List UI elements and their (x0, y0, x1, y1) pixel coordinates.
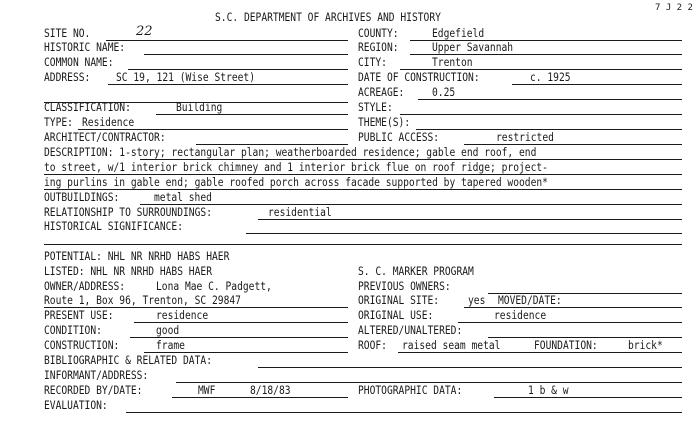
classification-value: Building (176, 101, 223, 114)
recorded-date-value: 8/18/83 (250, 384, 291, 397)
marker-program-label: S. C. MARKER PROGRAM (358, 265, 474, 278)
outbuildings-line (140, 204, 682, 205)
public-access-label: PUBLIC ACCESS: (358, 131, 440, 144)
evaluation-line (126, 412, 682, 413)
county-value: Edgefield (432, 27, 485, 40)
significance-line-1 (246, 233, 682, 234)
county-label: COUNTY: (358, 27, 399, 40)
photographic-line (494, 397, 682, 398)
original-use-value: residence (494, 309, 547, 322)
evaluation-label: EVALUATION: (44, 399, 108, 412)
type-line (78, 129, 348, 130)
type-label: TYPE: (44, 116, 73, 129)
classification-label: CLASSIFICATION: (44, 101, 131, 114)
common-name-label: COMMON NAME: (44, 56, 114, 69)
site-no-value: 22 (136, 24, 153, 39)
condition-label: CONDITION: (44, 324, 102, 337)
themes-line (416, 129, 682, 130)
photographic-value: 1 b & w (528, 384, 569, 397)
site-no-label: SITE NO. (44, 27, 91, 40)
corner-mark: 7 J 2 2 (655, 3, 693, 13)
foundation-value: brick* (628, 339, 663, 352)
relationship-label: RELATIONSHIP TO SURROUNDINGS: (44, 206, 212, 219)
acreage-line (418, 99, 682, 100)
significance-line-2 (44, 244, 682, 245)
description-line-1: DESCRIPTION: 1-story; rectangular plan; weatherboarded residence; gable end roof, end (44, 146, 537, 159)
address-line (108, 84, 348, 85)
owner-value-1: Lona Mae C. Padgett, (156, 280, 272, 293)
recorded-by-label: RECORDED BY/DATE: (44, 384, 143, 397)
owner-label: OWNER/ADDRESS: (44, 280, 126, 293)
architect-line (196, 144, 348, 145)
photographic-label: PHOTOGRAPHIC DATA: (358, 384, 463, 397)
description-line-2: to street, w/1 interior brick chimney and 1 interior brick flue on roof ridge; project- (44, 161, 548, 174)
address-value: SC 19, 121 (Wise Street) (116, 71, 256, 84)
description-rule-1 (140, 159, 682, 160)
recorded-by-value: MWF (198, 384, 216, 397)
address-label: ADDRESS: (44, 71, 91, 84)
relationship-value: residential (268, 206, 332, 219)
date-construction-line (512, 84, 682, 85)
owner-line (44, 307, 348, 308)
public-access-line (464, 144, 682, 145)
roof-line (398, 352, 682, 353)
bibliographic-label: BIBLIOGRAPHIC & RELATED DATA: (44, 354, 212, 367)
region-label: REGION: (358, 41, 399, 54)
acreage-label: ACREAGE: (358, 86, 405, 99)
potential-row: POTENTIAL: NHL NR NRHD HABS HAER (44, 250, 230, 263)
listed-row: LISTED: NHL NR NRHD HABS HAER (44, 265, 212, 278)
classification-line (156, 114, 348, 115)
city-line (400, 69, 682, 70)
form-title: S.C. DEPARTMENT OF ARCHIVES AND HISTORY (215, 11, 441, 24)
significance-label: HISTORICAL SIGNIFICANCE: (44, 220, 184, 233)
informant-line (176, 382, 682, 383)
common-name-line (128, 69, 348, 70)
present-use-line (134, 322, 348, 323)
roof-value: raised seam metal (402, 339, 501, 352)
style-label: STYLE: (358, 101, 393, 114)
altered-line (488, 337, 682, 338)
original-site-line (464, 307, 682, 308)
altered-label: ALTERED/UNALTERED: (358, 324, 463, 337)
outbuildings-value: metal shed (154, 191, 212, 204)
region-value: Upper Savannah (432, 41, 514, 54)
style-line (400, 114, 682, 115)
date-construction-label: DATE OF CONSTRUCTION: (358, 71, 480, 84)
informant-label: INFORMANT/ADDRESS: (44, 369, 149, 382)
present-use-label: PRESENT USE: (44, 309, 114, 322)
historic-name-line (144, 54, 348, 55)
original-use-label: ORIGINAL USE: (358, 309, 434, 322)
original-site-label: ORIGINAL SITE: (358, 294, 440, 307)
foundation-label: FOUNDATION: (534, 339, 598, 352)
public-access-value: restricted (496, 131, 554, 144)
city-label: CITY: (358, 56, 387, 69)
original-site-value: yes (468, 294, 486, 307)
previous-owners-label: PREVIOUS OWNERS: (358, 280, 451, 293)
acreage-value: 0.25 (432, 86, 456, 99)
recorded-by-line (172, 397, 348, 398)
original-use-line (458, 322, 682, 323)
description-rule-2 (44, 174, 682, 175)
bibliographic-line (258, 367, 682, 368)
classification-top-rule (44, 102, 348, 103)
construction-line (144, 352, 348, 353)
moved-date-label: MOVED/DATE: (498, 294, 562, 307)
present-use-value: residence (156, 309, 209, 322)
description-rule-3 (44, 189, 682, 190)
roof-label: ROOF: (358, 339, 387, 352)
themes-label: THEME(S): (358, 116, 411, 129)
city-value: Trenton (432, 56, 473, 69)
owner-value-2: Route 1, Box 96, Trenton, SC 29847 (44, 294, 241, 307)
architect-label: ARCHITECT/CONTRACTOR: (44, 131, 166, 144)
condition-line (130, 337, 348, 338)
date-construction-value: c. 1925 (530, 71, 571, 84)
relationship-line (258, 219, 682, 220)
condition-value: good (156, 324, 180, 337)
description-line-3: ing purlins in gable end; gable roofed porch across facade supported by tapered wooden* (44, 176, 548, 189)
type-value: Residence (82, 116, 135, 129)
construction-value: frame (156, 339, 185, 352)
outbuildings-label: OUTBUILDINGS: (44, 191, 120, 204)
region-line (410, 54, 682, 55)
construction-label: CONSTRUCTION: (44, 339, 120, 352)
site-no-line (106, 40, 348, 41)
historic-name-label: HISTORIC NAME: (44, 41, 126, 54)
